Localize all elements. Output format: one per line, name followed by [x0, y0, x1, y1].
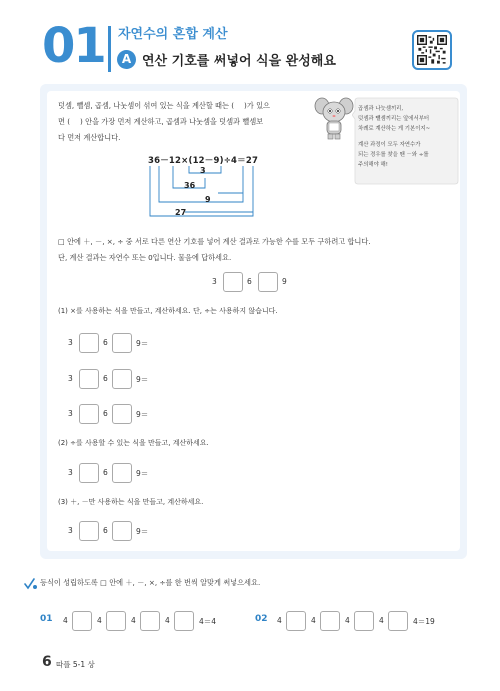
- number: 4: [345, 616, 350, 625]
- step-value: 3: [200, 166, 206, 175]
- problem-statement: [58, 234, 458, 266]
- question-3: (3) ＋, －만 사용하는 식을 만들고, 계산하세요.: [58, 498, 204, 506]
- number: 6: [247, 277, 252, 286]
- answer-operator-box[interactable]: [112, 333, 132, 353]
- answer-operator-box[interactable]: [79, 463, 99, 483]
- section-title: 연산 기호를 써넣어 식을 완성해요: [142, 54, 336, 69]
- step-value: 36: [184, 181, 196, 190]
- answer-operator-box[interactable]: [354, 611, 374, 631]
- number: 4: [311, 616, 316, 625]
- page-number: 6: [42, 654, 52, 670]
- answer-operator-box[interactable]: [112, 404, 132, 424]
- answer-operator-box[interactable]: [72, 611, 92, 631]
- number-equals: 9＝: [136, 527, 149, 536]
- unit-number: 01: [42, 18, 105, 74]
- chapter-title: 자연수의 혼합 계산: [118, 27, 228, 42]
- number: 3: [68, 338, 73, 347]
- number: 3: [212, 277, 217, 286]
- header-divider: [108, 26, 111, 72]
- question-1: (1) ×를 사용하는 식을 만들고, 계산하세요. 단, ÷는 사용하지 않습니다.: [58, 307, 278, 315]
- qr-code-graphic: [417, 35, 447, 65]
- number: 6: [103, 409, 108, 418]
- number-equals: 9＝: [136, 375, 149, 384]
- number: 4: [131, 616, 136, 625]
- concept-explanation: [58, 98, 308, 146]
- step-value: 27: [175, 208, 187, 217]
- step-value: 9: [205, 195, 211, 204]
- hint-line: 덧셈과 뺄셈끼리는 앞에서부터: [358, 116, 430, 122]
- number: 3: [68, 374, 73, 383]
- intro-text-2b: ) 안을 가장 먼저 계산하고, 곱셈과 나눗셈을 덧셈과 뺄셈보: [80, 117, 264, 126]
- answer-operator-box[interactable]: [140, 611, 160, 631]
- number: 3: [68, 409, 73, 418]
- problem-line: □ 안에 ＋, －, ×, ÷ 중 서로 다른 연산 기호를 넣어 계산 결과로 가능한 수를 모두 구하려고 합니다.: [58, 237, 371, 246]
- book-title: 따플 5-1 상: [56, 660, 95, 669]
- number-equals: 9＝: [136, 469, 149, 478]
- answer-operator-box[interactable]: [388, 611, 408, 631]
- answer-operator-box[interactable]: [79, 369, 99, 389]
- answer-operator-box[interactable]: [174, 611, 194, 631]
- example-expression: 36－12×(12－9)÷4＝27: [148, 156, 259, 166]
- exercise-instruction: 등식이 성립하도록 □ 안에 ＋, －, ×, ÷를 한 번씩 알맞게 써넣으세요.: [40, 578, 261, 587]
- question-2: (2) ÷를 사용할 수 있는 식을 만들고, 계산하세요.: [58, 439, 209, 447]
- number: 4: [379, 616, 384, 625]
- number: 3: [68, 526, 73, 535]
- section-badge: A: [117, 50, 136, 69]
- exercise-number: 01: [40, 614, 53, 624]
- hint-note: [358, 104, 458, 170]
- equation-result: 4＝19: [413, 617, 435, 626]
- number: 4: [63, 616, 68, 625]
- number: 9: [282, 277, 287, 286]
- intro-text-3: 다 먼저 계산합니다.: [58, 133, 121, 142]
- number: 4: [165, 616, 170, 625]
- number: 4: [277, 616, 282, 625]
- number: 3: [68, 468, 73, 477]
- number: 6: [103, 468, 108, 477]
- problem-line: 단, 계산 결과는 자연수 또는 0입니다. 물음에 답하세요.: [58, 253, 232, 262]
- number: 6: [103, 338, 108, 347]
- answer-operator-box[interactable]: [320, 611, 340, 631]
- hint-line: 되는 경우를 찾을 땐 －와 ÷를: [358, 152, 429, 158]
- qr-code-icon[interactable]: [412, 30, 452, 70]
- answer-operator-box[interactable]: [112, 463, 132, 483]
- number-equals: 9＝: [136, 339, 149, 348]
- number: 6: [103, 526, 108, 535]
- answer-operator-box[interactable]: [106, 611, 126, 631]
- number: 4: [97, 616, 102, 625]
- answer-operator-box[interactable]: [286, 611, 306, 631]
- answer-operator-box[interactable]: [79, 521, 99, 541]
- exercise-number: 02: [255, 614, 268, 624]
- intro-text-1a: 덧셈, 뺄셈, 곱셈, 나눗셈이 섞여 있는 식을 계산할 때는 (: [58, 101, 235, 110]
- number: 6: [103, 374, 108, 383]
- hint-line: 곱셈과 나눗셈끼리,: [358, 106, 404, 112]
- hint-line: 차례로 계산하는 게 기본이지~: [358, 126, 431, 132]
- answer-operator-box[interactable]: [79, 404, 99, 424]
- operator-box: [223, 272, 243, 292]
- answer-operator-box[interactable]: [112, 521, 132, 541]
- hint-line: 주의해야 해!: [358, 162, 388, 168]
- answer-operator-box[interactable]: [112, 369, 132, 389]
- number-equals: 9＝: [136, 410, 149, 419]
- hint-line: 계산 과정이 모두 자연수가: [358, 142, 421, 148]
- intro-text-1b: )가 있으: [244, 101, 270, 110]
- answer-operator-box[interactable]: [79, 333, 99, 353]
- pencil-check-icon: [24, 578, 38, 590]
- intro-text-2a: 면 (: [58, 117, 71, 126]
- mascot-character-icon: [314, 96, 354, 142]
- operator-box: [258, 272, 278, 292]
- equation-result: 4＝4: [199, 617, 217, 626]
